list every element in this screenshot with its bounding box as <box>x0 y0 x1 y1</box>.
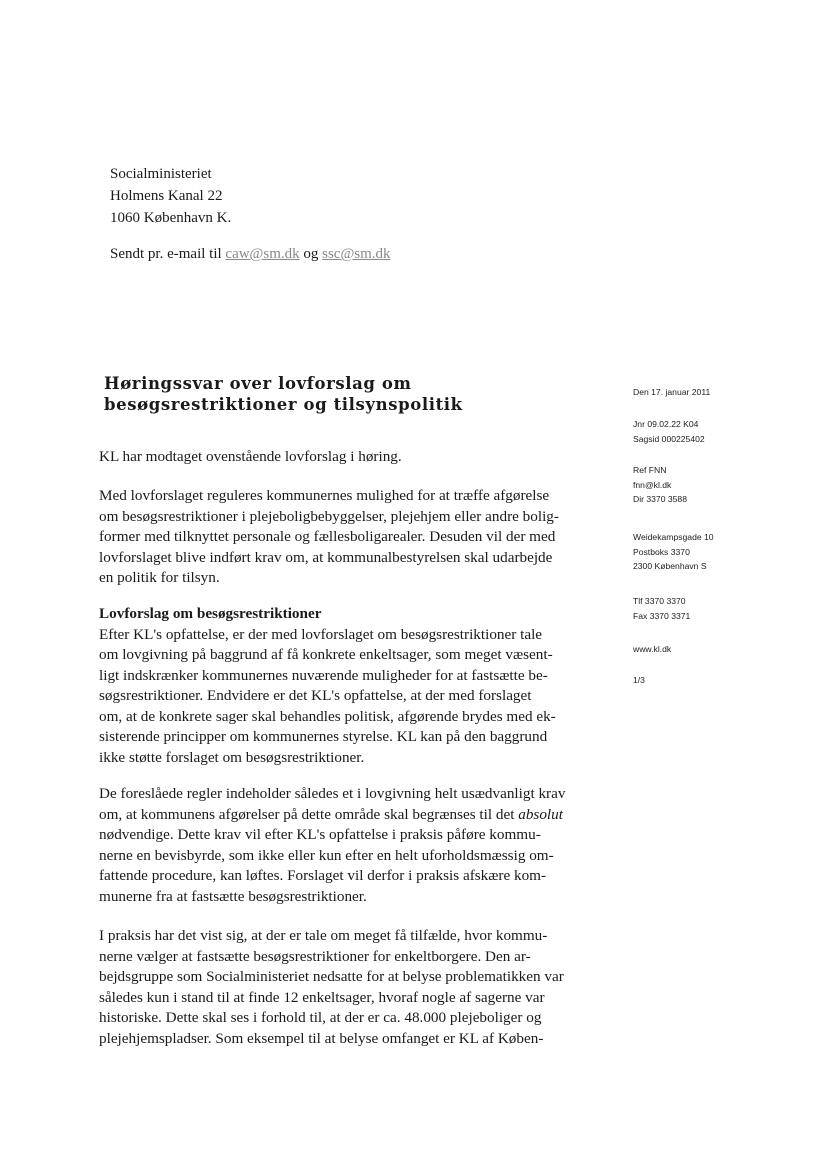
paragraph-line: lovforslaget blive indført krav om, at kommunalbestyrelsen skal udarbejde <box>99 548 553 566</box>
paragraph-line <box>99 805 599 826</box>
sidebar-street: Weidekampsgade 10 <box>633 532 714 542</box>
sidebar-email[interactable]: fnn@kl.dk <box>633 479 672 490</box>
section-besoegsrestriktioner <box>99 604 599 768</box>
email-link-caw[interactable]: caw@sm.dk <box>225 246 300 262</box>
paragraph-line: således kun i stand til at finde 12 enkeltsager, hvoraf nogle af sagerne var <box>99 988 545 1006</box>
paragraph-line: sisterende principper om kommunernes styrelse. KL kan på den baggrund <box>99 728 548 745</box>
paragraph-line: plejehjemspladser. Som eksempel til at belyse omfanget er KL af Køben- <box>99 1029 544 1047</box>
recipient-address <box>110 163 231 229</box>
sidebar-contact <box>633 463 813 507</box>
paragraph-line: former med tilknyttet personale og fællesboligarealer. Desuden vil der med <box>99 528 556 545</box>
paragraph-line: søgsrestriktioner. Endvidere er det KL's opfattelse, at der med forslaget <box>99 687 532 704</box>
section-heading: Lovforslag om besøgsrestriktioner <box>99 605 322 622</box>
sidebar-tlf: Tlf 3370 3370 <box>633 596 686 606</box>
paragraph-intro <box>99 447 599 468</box>
sidebar-postbox: Postboks 3370 <box>633 546 690 557</box>
paragraph-line: om lovgivning på baggrund af få konkrete enkeltsager, som meget væsent- <box>99 646 553 663</box>
paragraph-line: nerne vælger at fastsætte besøgsrestriktioner for enkeltborgere. Den ar- <box>99 947 531 965</box>
sidebar-direct-phone: Dir 3370 3588 <box>633 494 687 504</box>
paragraph-scope <box>99 486 599 589</box>
recipient-name: Socialministeriet <box>110 166 212 182</box>
sidebar-sagsid: Sagsid 000225402 <box>633 433 705 444</box>
paragraph-line: historiske. Dette skal ses i forhold til, at der er ca. 48.000 plejeboliger og <box>99 1009 542 1026</box>
email-link-ssc[interactable]: ssc@sm.dk <box>322 246 391 262</box>
paragraph-line: munerne fra at fastsætte besøgsrestriktioner. <box>99 887 367 905</box>
sent-by-conjunction: og <box>303 246 319 262</box>
sidebar-jnr: Jnr 09.02.22 K04 <box>633 419 699 429</box>
paragraph-line: om, at de konkrete sager skal behandles politisk, afgørende brydes med ek- <box>99 707 556 725</box>
paragraph-line: fattende procedure, kan løftes. Forslaget vil derfor i praksis afskære kom- <box>99 867 547 884</box>
paragraph-line: ligt indskrænker kommunernes nuværende muligheder for at fastsætte be- <box>99 666 548 684</box>
sidebar-city: 2300 København S <box>633 561 707 571</box>
sent-by-email-line <box>110 246 391 263</box>
paragraph-line: nerne en bevisbyrde, som ikke eller kun efter en helt uforholdsmæssig om- <box>99 846 554 864</box>
paragraph-line: bejdsgruppe som Socialministeriet nedsatte for at belyse problematikken var <box>99 968 564 985</box>
sidebar-ref: Ref FNN <box>633 465 667 475</box>
sidebar-phones <box>633 594 813 623</box>
paragraph-line: De foreslåede regler indeholder således et i lovgivning helt usædvanligt krav <box>99 785 566 802</box>
sidebar-fax: Fax 3370 3371 <box>633 610 691 621</box>
paragraph-line: KL har modtaget ovenstående lovforslag i høring. <box>99 448 402 465</box>
sent-by-prefix: Sendt pr. e-mail til <box>110 246 222 262</box>
recipient-city: 1060 København K. <box>110 210 232 226</box>
paragraph-line: I praksis har det vist sig, at der er tale om meget få tilfælde, hvor kommu- <box>99 927 548 944</box>
paragraph-line: ikke støtte forslaget om besøgsrestriktioner. <box>99 748 365 766</box>
sidebar-case-info <box>633 417 813 446</box>
line-text: om, at kommunens afgørelser på dette område skal begrænses til det <box>99 805 519 823</box>
sidebar-page-number: 1/3 <box>633 675 645 685</box>
paragraph-line: Med lovforslaget reguleres kommunernes mulighed for at træffe afgørelse <box>99 487 550 504</box>
sidebar-address <box>633 530 813 574</box>
emphasis-absolut: absolut <box>518 805 563 823</box>
sidebar-web[interactable]: www.kl.dk <box>633 644 672 654</box>
sidebar-date: Den 17. januar 2011 <box>633 387 711 397</box>
paragraph-line: en politik for tilsyn. <box>99 569 220 586</box>
paragraph-proposed-rules <box>99 784 599 907</box>
document-title: Høringssvar over lovforslag om besøgsrestriktioner og tilsynspolitik <box>104 374 463 414</box>
recipient-street: Holmens Kanal 22 <box>110 188 223 204</box>
paragraph-line: om besøgsrestriktioner i plejeboligbebyggelser, plejehjem eller andre bolig- <box>99 507 559 525</box>
paragraph-practice <box>99 926 599 1049</box>
paragraph-line: nødvendige. Dette krav vil efter KL's opfattelse i praksis påføre kommu- <box>99 826 541 843</box>
paragraph-line: Efter KL's opfattelse, er der med lovforslaget om besøgsrestriktioner tale <box>99 625 543 643</box>
